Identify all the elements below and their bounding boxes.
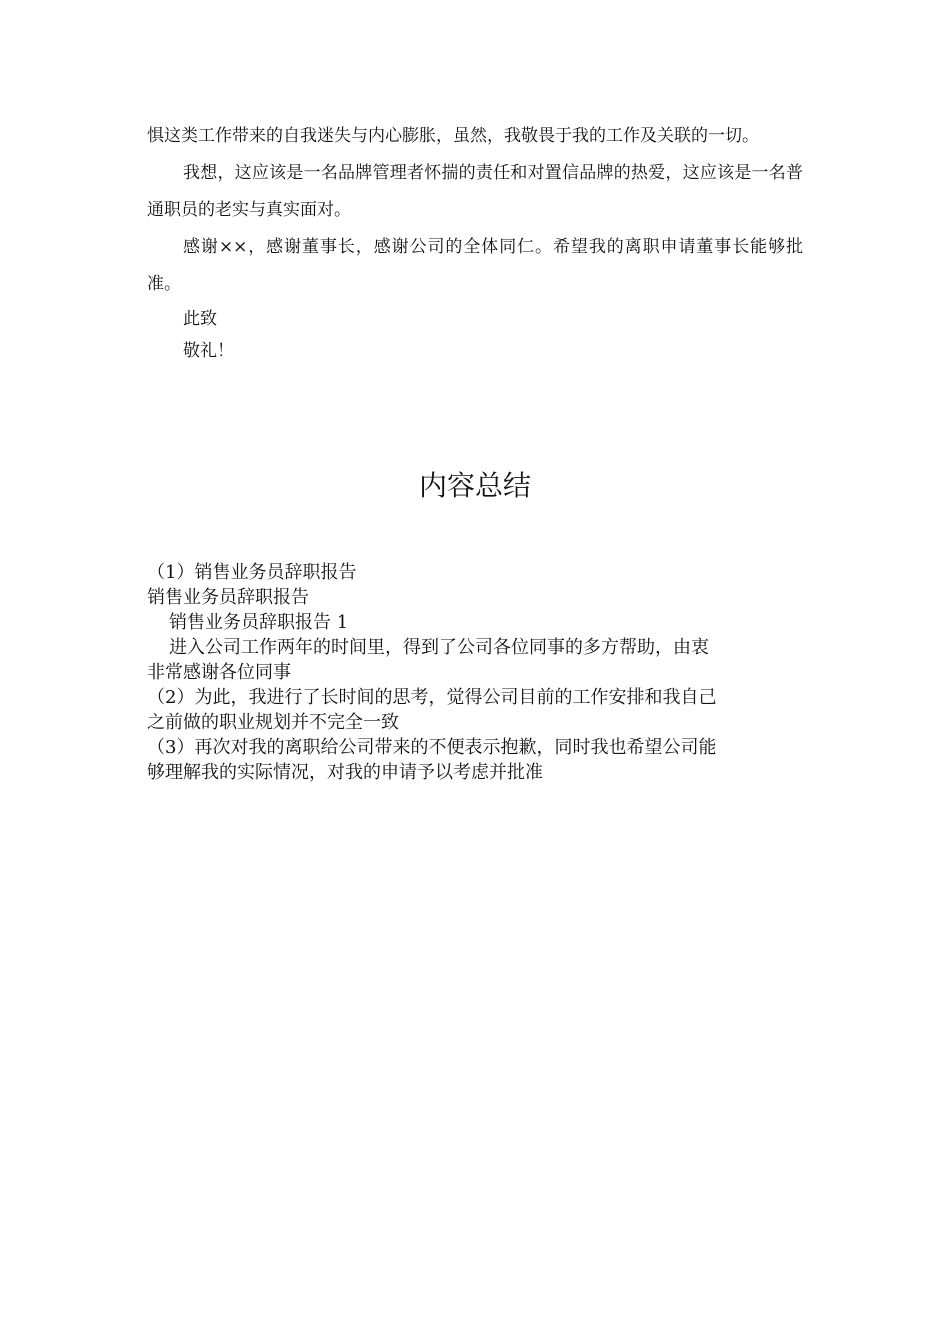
summary-item-1-text-cont: 非常感谢各位同事	[147, 662, 291, 683]
summary-item-2-text-cont: 之前做的职业规划并不完全一致	[147, 712, 399, 733]
summary-title: 内容总结	[418, 469, 531, 502]
summary-item-1-report-title: 销售业务员辞职报告 1	[169, 612, 349, 633]
body-paragraph-2: 我想，这应该是一名品牌管理者怀揣的责任和对置信品牌的热爱，这应该是一名普通职员的老实与真实面对。	[147, 163, 803, 220]
summary-item-2-text: （2）为此，我进行了长时间的思考，觉得公司目前的工作安排和我自己	[147, 687, 717, 708]
closing-regards: 敬礼！	[183, 341, 234, 361]
closing-salutation: 此致	[183, 309, 217, 329]
summary-item-3-text: （3）再次对我的离职给公司带来的不便表示抱歉，同时我也希望公司能	[147, 737, 717, 758]
body-paragraph-3: 感谢××，感谢董事长，感谢公司的全体同仁。希望我的离职申请董事长能够批准。	[147, 237, 803, 294]
summary-item-3-text-cont: 够理解我的实际情况，对我的申请予以考虑并批准	[147, 762, 543, 783]
document-page	[147, 118, 803, 783]
summary-section	[147, 560, 803, 785]
summary-item-1-heading: （1）销售业务员辞职报告	[147, 562, 357, 583]
body-paragraph-1: 惧这类工作带来的自我迷失与内心膨胀，虽然，我敬畏于我的工作及关联的一切。	[147, 126, 759, 146]
summary-item-1-text: 进入公司工作两年的时间里，得到了公司各位同事的多方帮助，由衷	[169, 637, 709, 658]
summary-item-1-subtitle: 销售业务员辞职报告	[147, 587, 309, 608]
